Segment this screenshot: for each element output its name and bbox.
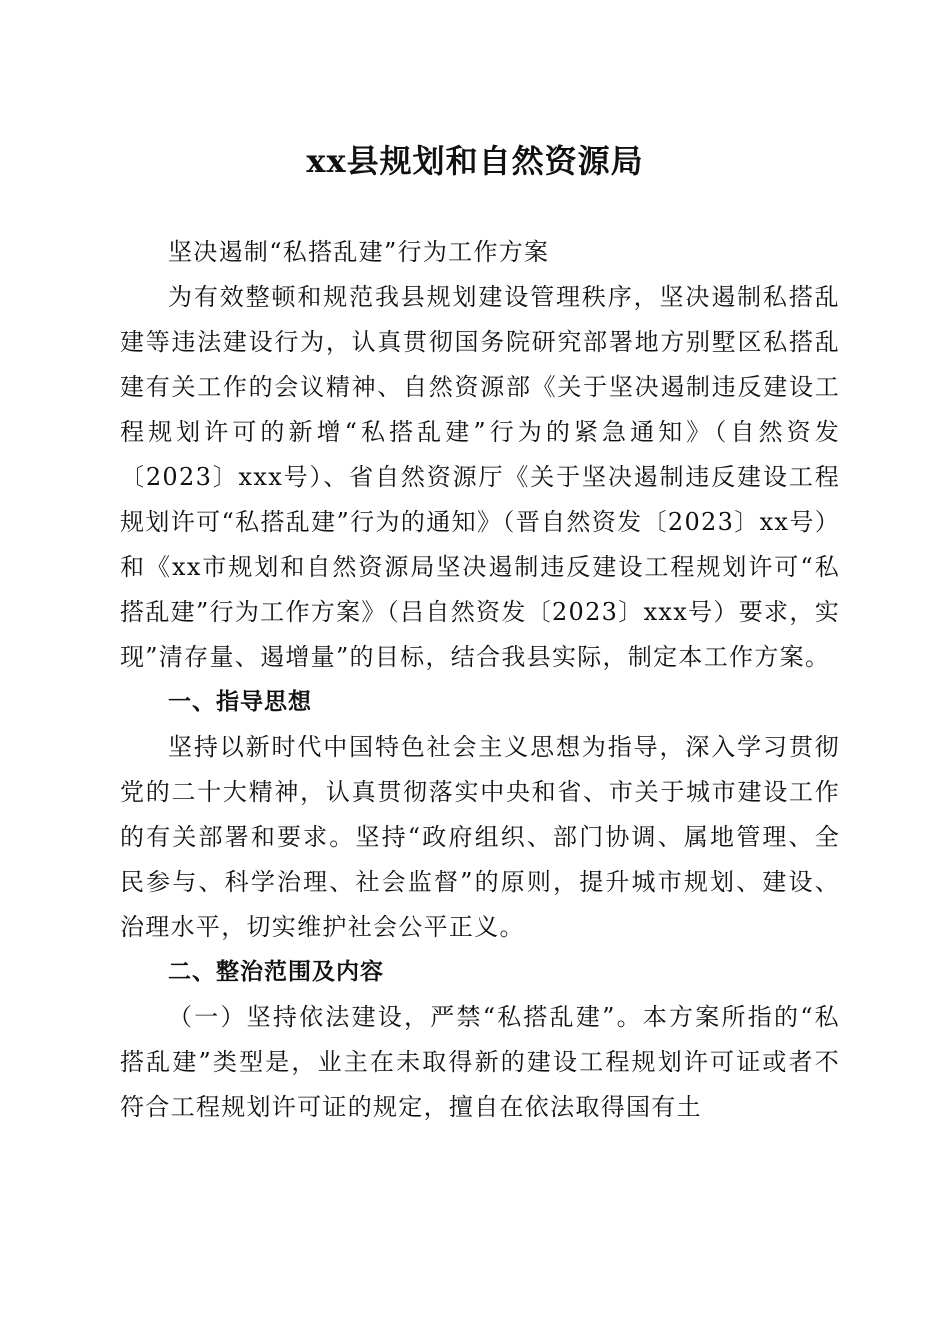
document-subtitle: 坚决遏制“私搭乱建”行为工作方案 — [168, 238, 550, 266]
document-body — [120, 230, 840, 1130]
scope-content-paragraph: （一）坚持依法建设，严禁“私搭乱建”。本方案所指的“私搭乱建”类型是，业主在未取得新的建设工程规划许可证或者不符合工程规划许可证的规定，擅自在依法取得国有土 — [120, 1003, 840, 1121]
document-title: xx县规划和自然资源局 — [306, 142, 644, 180]
guiding-ideology-paragraph: 坚持以新时代中国特色社会主义思想为指导，深入学习贯彻党的二十大精神，认真贯彻落实中央和省、市关于城市建设工作的有关部署和要求。坚持“政府组织、部门协调、属地管理、全民参与、科学治理、社会监督”的原则，提升城市规划、建设、治理水平，切实维护社会公平正义。 — [120, 733, 840, 941]
section-heading-scope-content: 二、整治范围及内容 — [168, 959, 384, 985]
intro-paragraph: 为有效整顿和规范我县规划建设管理秩序，坚决遏制私搭乱建等违法建设行为，认真贯彻国务院研究部署地方别墅区私搭乱建有关工作的会议精神、自然资源部《关于坚决遏制违反建设工程规划许可的新增“私搭乱建”行为的紧急通知》（自然资发〔2023〕xxx号）、省自然资源厅《关于坚决遏制违反建设工程规划许可“私搭乱建”行为的通知》（晋自然资发〔2023〕xx号）和《xx市规划和自然资源局坚决遏制违反建设工程规划许可“私搭乱建”行为工作方案》（吕自然资发〔2023〕xxx号）要求，实现”清存量、遏增量”的目标，结合我县实际，制定本工作方案。 — [120, 283, 840, 671]
section-heading-guiding-ideology: 一、指导思想 — [168, 689, 312, 715]
